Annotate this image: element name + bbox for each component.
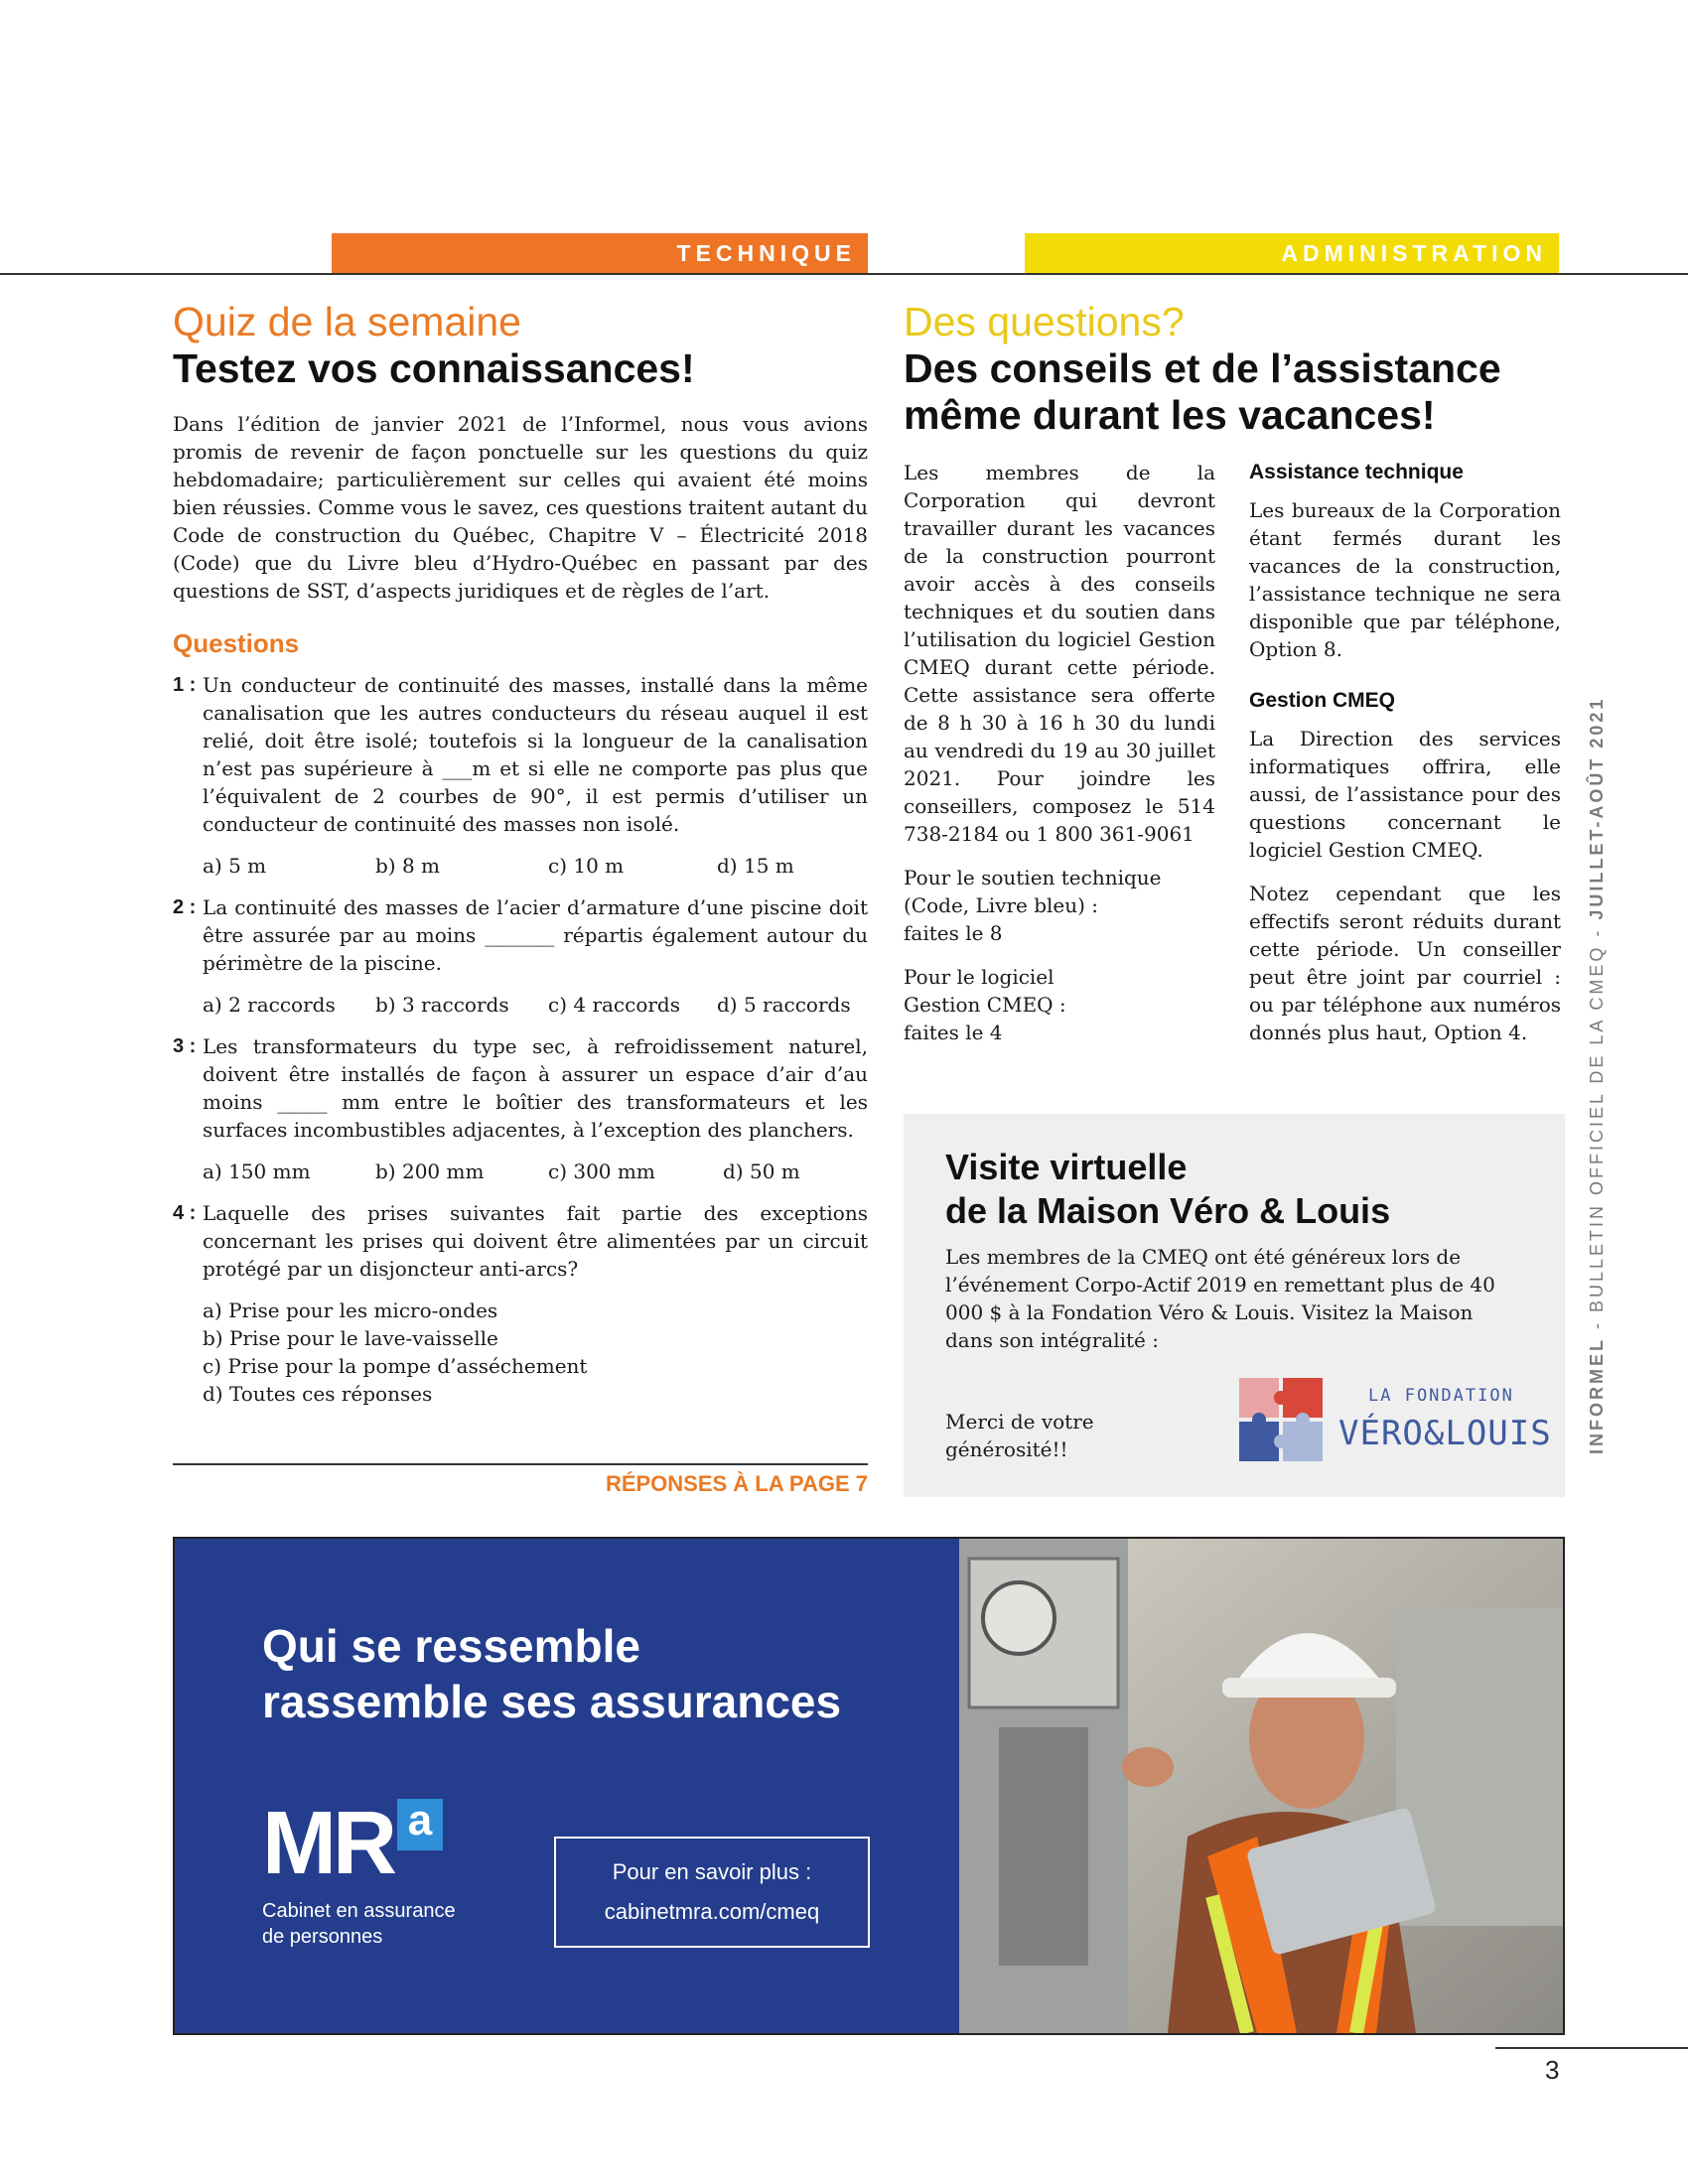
ad-headline	[262, 1618, 841, 1729]
visit-thanks	[945, 1408, 1094, 1463]
mra-advertisement[interactable]	[173, 1537, 1565, 2035]
option: b) 200 mm	[375, 1160, 485, 1183]
mra-logo-sup: a	[397, 1799, 443, 1850]
option: b) 3 raccords	[375, 993, 509, 1017]
admin-software-support	[904, 963, 1215, 1046]
option: a) 5 m	[203, 854, 267, 878]
vertical-issue-date: JUILLET-AOÛT 2021	[1587, 696, 1607, 920]
vertical-separator: -	[1587, 919, 1607, 945]
ad-photo-electrician	[959, 1539, 1563, 2033]
fondation-logo[interactable]	[1235, 1374, 1552, 1465]
question-text: Les transformateurs du type sec, à refroidissement naturel, doivent être installés de façon à assurer un espace d’air d’au moins _____ mm entre le boîtier des transformateurs et les surfaces incombustibles adjacentes, à l’exception des planchers.	[203, 1034, 868, 1142]
answers-link[interactable]: RÉPONSES À LA PAGE 7	[605, 1471, 868, 1496]
text-line: Merci de votre	[945, 1410, 1094, 1433]
vertical-publication: INFORMEL	[1587, 1337, 1607, 1454]
vertical-subtitle: BULLETIN OFFICIEL DE LA CMEQ	[1587, 944, 1607, 1312]
assistance-heading: Assistance technique	[1249, 461, 1464, 483]
option: c) 4 raccords	[548, 993, 680, 1017]
footer-rule	[1495, 2047, 1688, 2049]
option: a) 150 mm	[203, 1160, 311, 1183]
admin-headline-line1: Des conseils et de l’assistance	[904, 345, 1501, 391]
text-line: faites le 8	[904, 921, 1003, 945]
ad-headline-line: Qui se ressemble	[262, 1620, 640, 1672]
text-line: faites le 4	[904, 1021, 1003, 1044]
ad-blue-panel	[175, 1539, 959, 2033]
option: c) 300 mm	[548, 1160, 655, 1183]
vertical-separator: -	[1587, 1312, 1607, 1337]
question-3	[173, 1032, 868, 1183]
mra-tagline	[262, 1898, 456, 1950]
section-tab-administration: ADMINISTRATION	[1025, 233, 1559, 273]
admin-left-subcolumn	[904, 459, 1215, 1046]
text-line: générosité!!	[945, 1437, 1068, 1461]
question-text: Laquelle des prises suivantes fait partie des exceptions concernant les prises qui doivent être alimentées par un circuit protégé par un disjoncteur anti-arcs?	[203, 1201, 868, 1281]
gestion-paragraph: La Direction des services informatiques offrira, elle aussi, de l’assistance pour des questions concernant le logiciel Gestion CMEQ.	[1249, 727, 1561, 862]
mra-logo	[262, 1794, 443, 1893]
text-line: Pour le soutien technique	[904, 866, 1162, 889]
section-tab-technique: TECHNIQUE	[332, 233, 868, 273]
question-text: La continuité des masses de l’acier d’armature d’une piscine doit être assurée par au moins _______ répartis également autour du périmètre de la piscine.	[203, 895, 868, 975]
fondation-logo-bottom: VÉRO&LOUIS	[1338, 1414, 1552, 1453]
option: d) 15 m	[717, 854, 794, 878]
questions-title: Questions	[173, 628, 300, 658]
question-2	[173, 893, 868, 1017]
notice-paragraph: Notez cependant que les effectifs seront réduits durant cette période. Un conseiller peut être joint par courriel : ou par téléphone aux numéros donnés plus haut, Option 4.	[1249, 882, 1561, 1044]
puzzle-logo-icon	[1235, 1374, 1327, 1465]
text-line: Gestion CMEQ :	[904, 993, 1066, 1017]
option: a) Prise pour les micro-ondes	[203, 1298, 498, 1322]
option: d) Toutes ces réponses	[203, 1382, 433, 1406]
cta-line: Pour en savoir plus :	[612, 1859, 812, 1884]
electrician-photo-icon	[959, 1539, 1563, 2033]
admin-headline-line2: même durant les vacances!	[904, 392, 1436, 438]
cta-url: cabinetmra.com/cmeq	[604, 1899, 820, 1924]
fondation-logo-top: LA FONDATION	[1368, 1386, 1514, 1406]
vertical-running-title	[1587, 697, 1608, 1454]
gestion-heading: Gestion CMEQ	[1249, 689, 1396, 712]
question-text: Un conducteur de continuité des masses, installé dans la même canalisation que les autres conducteurs du réseau auquel il est relié, doit être isolé; toutefois si la longueur de la canalisation n’est pas supérieure à ___m et si elle ne comporte pas plus que l’équivalent de 2 courbes de 90°, il est permis d’utiliser un conducteur de continuité des masses non isolé.	[203, 673, 868, 836]
option: d) 5 raccords	[717, 993, 851, 1017]
ad-headline-line: rassemble ses assurances	[262, 1676, 842, 1727]
visit-title-line2: de la Maison Véro & Louis	[945, 1190, 1391, 1231]
page-number: 3	[1545, 2055, 1560, 2085]
question-number: 4 :	[173, 1202, 197, 1224]
quiz-headline: Testez vos connaissances!	[173, 345, 695, 391]
option: a) 2 raccords	[203, 993, 336, 1017]
visit-text: Les membres de la CMEQ ont été généreux lors de l’événement Corpo-Actif 2019 en remettant plus de 40 000 $ à la Fondation Véro & Louis. Visitez la Maison dans son intégralité :	[945, 1245, 1495, 1352]
option: c) Prise pour la pompe d’asséchement	[203, 1354, 588, 1378]
text-line: (Code, Livre bleu) :	[904, 893, 1099, 917]
admin-tech-support	[904, 864, 1215, 947]
question-number: 3 :	[173, 1035, 197, 1057]
mra-logo-main: MR	[262, 1794, 393, 1893]
admin-support-paragraph: Les membres de la Corporation qui devront travailler durant les vacances de la construction pourront avoir accès à des conseils techniques et du soutien dans l’utilisation du logiciel Gestion CMEQ durant cette période. Cette assistance sera offerte de 8 h 30 à 16 h 30 du lundi au vendredi du 19 au 30 juillet 2021. Pour joindre les conseillers, composez le 514 738-2184 ou 1 800 361-9061	[904, 461, 1215, 846]
quiz-kicker: Quiz de la semaine	[173, 299, 521, 344]
text-line: Cabinet en assurance	[262, 1900, 456, 1922]
assistance-paragraph: Les bureaux de la Corporation étant fermés durant les vacances de la construction, l’assistance technique ne sera disponible que par téléphone, Option 8.	[1249, 498, 1561, 661]
virtual-visit-box	[904, 1114, 1565, 1497]
visit-title-line1: Visite virtuelle	[945, 1147, 1188, 1187]
header-rule	[0, 273, 1688, 275]
text-line: de personnes	[262, 1926, 383, 1948]
question-number: 2 :	[173, 896, 197, 918]
admin-right-subcolumn	[1249, 461, 1561, 1046]
question-1	[173, 671, 868, 878]
option: d) 50 m	[723, 1160, 800, 1183]
admin-header	[904, 298, 1565, 439]
question-4	[173, 1199, 868, 1408]
option: b) 8 m	[375, 854, 441, 878]
quiz-column	[173, 298, 868, 1408]
quiz-intro: Dans l’édition de janvier 2021 de l’Informel, nous vous avions promis de revenir de façon ponctuelle sur les questions du quiz hebdomadaire; particulièrement sur celles qui avaient été moins bien réussies. Comme vous le savez, ces questions traitent autant du Code de construction du Québec, Chapitre V – Électricité 2018 (Code) que du Livre bleu d’Hydro-Québec en passant par des questions de SST, d’aspects juridiques et de règles de l’art.	[173, 412, 868, 603]
question-number: 1 :	[173, 674, 197, 696]
option: b) Prise pour le lave-vaisselle	[203, 1326, 498, 1350]
text-line: Pour le logiciel	[904, 965, 1055, 989]
admin-kicker: Des questions?	[904, 299, 1185, 344]
option: c) 10 m	[548, 854, 625, 878]
quiz-end-rule	[173, 1463, 868, 1465]
ad-cta-button[interactable]	[554, 1837, 870, 1948]
